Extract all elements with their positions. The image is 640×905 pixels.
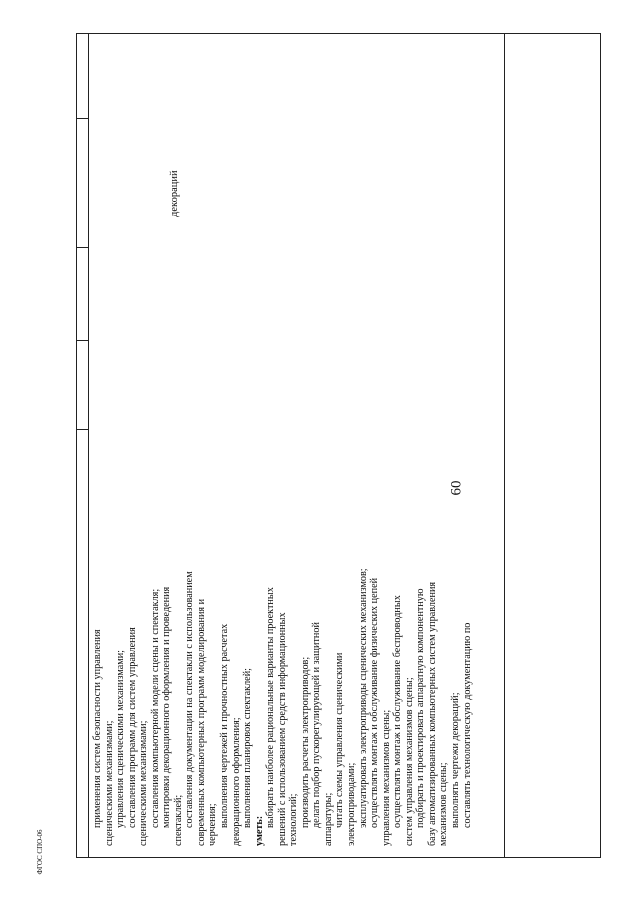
text-line: выполнения чертежей и прочностных расчетах [219,623,231,828]
text-line: составления программ для систем управления [126,627,138,828]
text-line: монтировки декорационного оформления и проведения [161,586,173,828]
text-line: управления механизмов сцены; [380,709,392,846]
table-divider [77,429,89,430]
text-line: систем управления механизмов сцены; [403,677,415,846]
text-line: электроприводами; [346,762,358,846]
text-line: осуществлять монтаж и обслуживание физических цепей [369,577,381,828]
text-line: эксплуатировать электроприводы сценических механизмов; [357,568,369,828]
text-line: подбирать и проектировать аппаратную компонентную [415,588,427,828]
text-line: современных компьютерных программ моделирования и [195,598,207,846]
text-line: делать подбор пускорегулирующей и защитной [311,622,323,828]
text-line: технологий; [288,793,300,846]
column-header-text: декораций [169,170,180,217]
text-line: выбирать наиболее рациональные варианты проектных [265,587,277,828]
page-number: 60 [448,480,465,496]
text-line: декорационного оформления; [230,717,242,846]
text-line: решений с использованием средств информационных [276,612,288,846]
text-line: выполнения планировок спектаклей; [242,668,254,828]
table-divider [88,34,89,857]
text-line: механизмов сцены; [438,762,450,846]
text-line: спектаклей; [172,794,184,846]
table-divider [77,247,89,248]
text-line: составлять технологическую документацию по [461,622,473,828]
text-line: составления документации на спектакли с использованием [184,571,196,828]
text-line: применения систем безопасности управления [92,629,103,828]
competency-text-block [92,486,473,846]
text-line: выполнять чертежи декораций; [449,692,461,828]
table-divider [77,340,89,341]
table-divider [77,118,89,119]
text-line: черчения; [207,803,219,846]
text-line: сценическими механизмами; [103,720,115,846]
text-line: осуществлять монтаж и обслуживание беспроводных [392,595,404,828]
text-line: базу автоматизированных компьютерных систем управления [426,581,438,846]
text-line: читать схемы управления сценическими [334,652,346,828]
footer-code: ФГОС СПО-06 [36,829,44,875]
text-line: аппаратуры; [322,792,334,846]
text-line: составления компьютерной модели сцены и спектакля; [149,588,161,828]
table-divider [504,34,505,857]
text-line: уметь: [253,815,265,846]
text-line: управления сценическими механизмами; [115,650,127,828]
text-line: производить расчеты электроприводов; [299,656,311,828]
text-line: сценическими механизмами; [138,720,150,846]
